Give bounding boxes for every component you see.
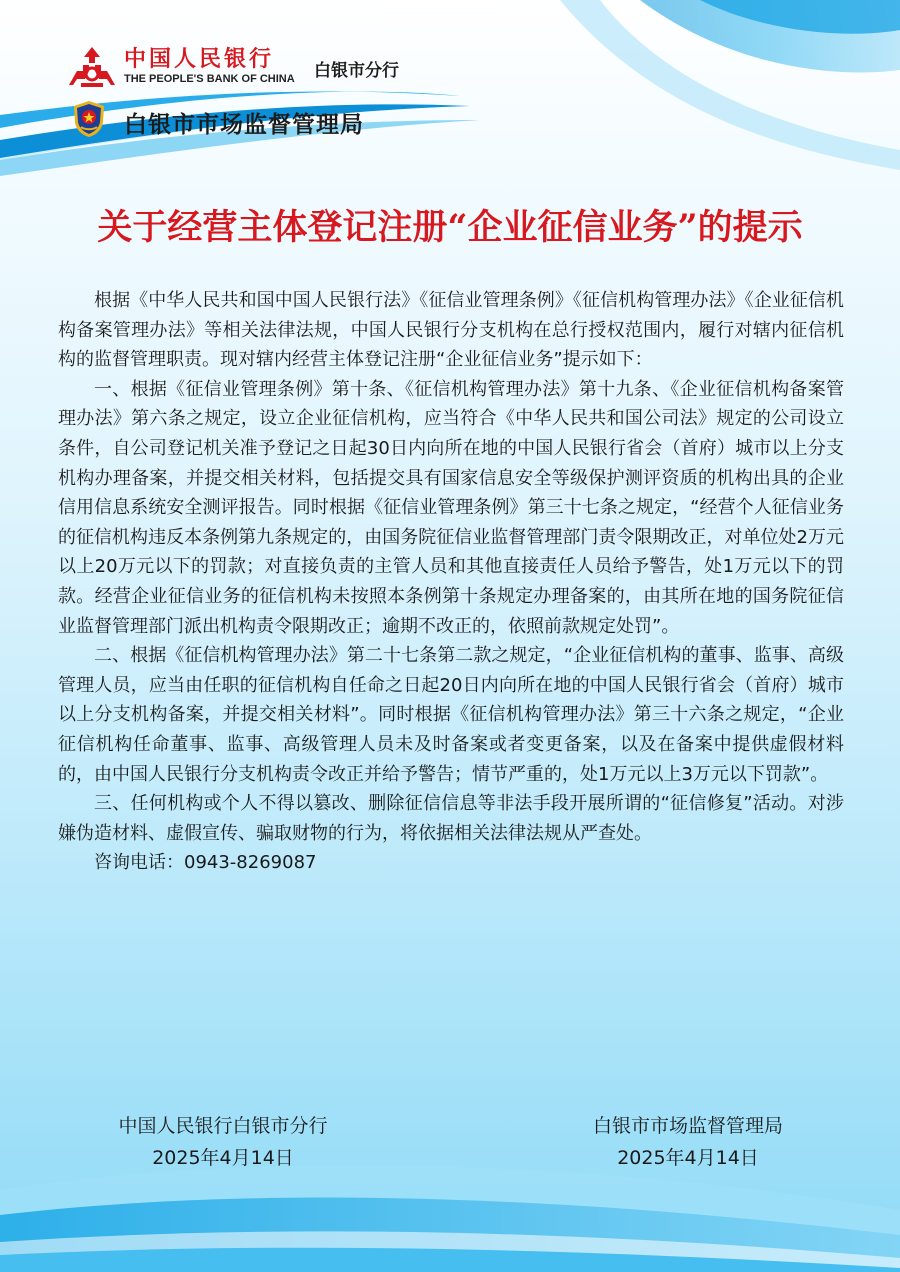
notice-body (58, 286, 844, 878)
paragraph-item-2: 二、根据《征信机构管理办法》第二十七条第二款之规定，“企业征信机构的董事、监事、高级管理人员，应当由任职的征信机构自任命之日起20日内向所在地的中国人民银行省会（首府）城市以上分支机构备案，并提交相关材料”。同时根据《征信机构管理办法》第三十六条之规定，“企业征信机构任命董事、监事、高级管理人员未及时备案或者变更备案，以及在备案中提供虚假材料的，由中国人民银行分支机构责令改正并给予警告；情节严重的，处1万元以上3万元以下罚款”。 (58, 645, 844, 785)
signature-left-date: 2025年4月14日 (152, 1147, 294, 1169)
pboc-name-en: THE PEOPLE'S BANK OF CHINA (124, 73, 295, 85)
paragraph-item-1: 一、根据《征信业管理条例》第十条、《征信机构管理办法》第十九条、《企业征信机构备案管理办法》第六条之规定，设立企业征信机构，应当符合《中华人民共和国公司法》规定的公司设立条件，自公司登记机关准予登记之日起30日内向所在地的中国人民银行省会（首府）城市以上分支机构办理备案，并提交相关材料，包括提交具有国家信息安全等级保护测评资质的机构出具的企业信用信息系统安全测评报告。同时根据《征信业管理条例》第三十七条之规定，“经营个人征信业务的征信机构违反本条例第九条规定的，由国务院征信业监督管理部门责令限期改正，对单位处2万元以上20万元以下的罚款；对直接负责的主管人员和其他直接责任人员给予警告，处1万元以下的罚款。经营企业征信业务的征信机构未按照本条例第十条规定办理备案的，由其所在地的国务院征信业监督管理部门派出机构责令限期改正；逾期不改正的，依照前款规定处罚”。 (58, 378, 844, 637)
amr-name: 白银市市场监督管理局 (124, 111, 364, 138)
signature-right-date: 2025年4月14日 (617, 1147, 759, 1169)
pboc-branch: 白银市分行 (314, 61, 399, 81)
paragraph-intro: 根据《中华人民共和国中国人民银行法》《征信业管理条例》《征信机构管理办法》《企业征信机构备案管理办法》等相关法律法规，中国人民银行分支机构在总行授权范围内，履行对辖内征信机构的监督管理职责。现对辖内经营主体登记注册“企业征信业务”提示如下： (58, 290, 844, 371)
paragraph-item-3: 三、任何机构或个人不得以篡改、删除征信信息等非法手段开展所谓的“征信修复”活动。对涉嫌伪造材料、虚假宣传、骗取财物的行为，将依据相关法律法规从严查处。 (58, 793, 844, 844)
pboc-name-cn: 中国人民银行 (124, 46, 275, 72)
contact-phone: 咨询电话：0943-8269087 (94, 852, 317, 874)
signature-left (88, 1110, 358, 1174)
pboc-emblem-icon (67, 45, 117, 89)
signature-left-org: 中国人民银行白银市分行 (118, 1115, 328, 1137)
page-title: 关于经营主体登记注册“企业征信业务”的提示 (97, 207, 803, 248)
signature-right (558, 1110, 818, 1174)
market-regulation-badge-icon (72, 100, 106, 138)
signature-right-org: 白银市市场监督管理局 (592, 1115, 783, 1137)
header (0, 0, 900, 160)
